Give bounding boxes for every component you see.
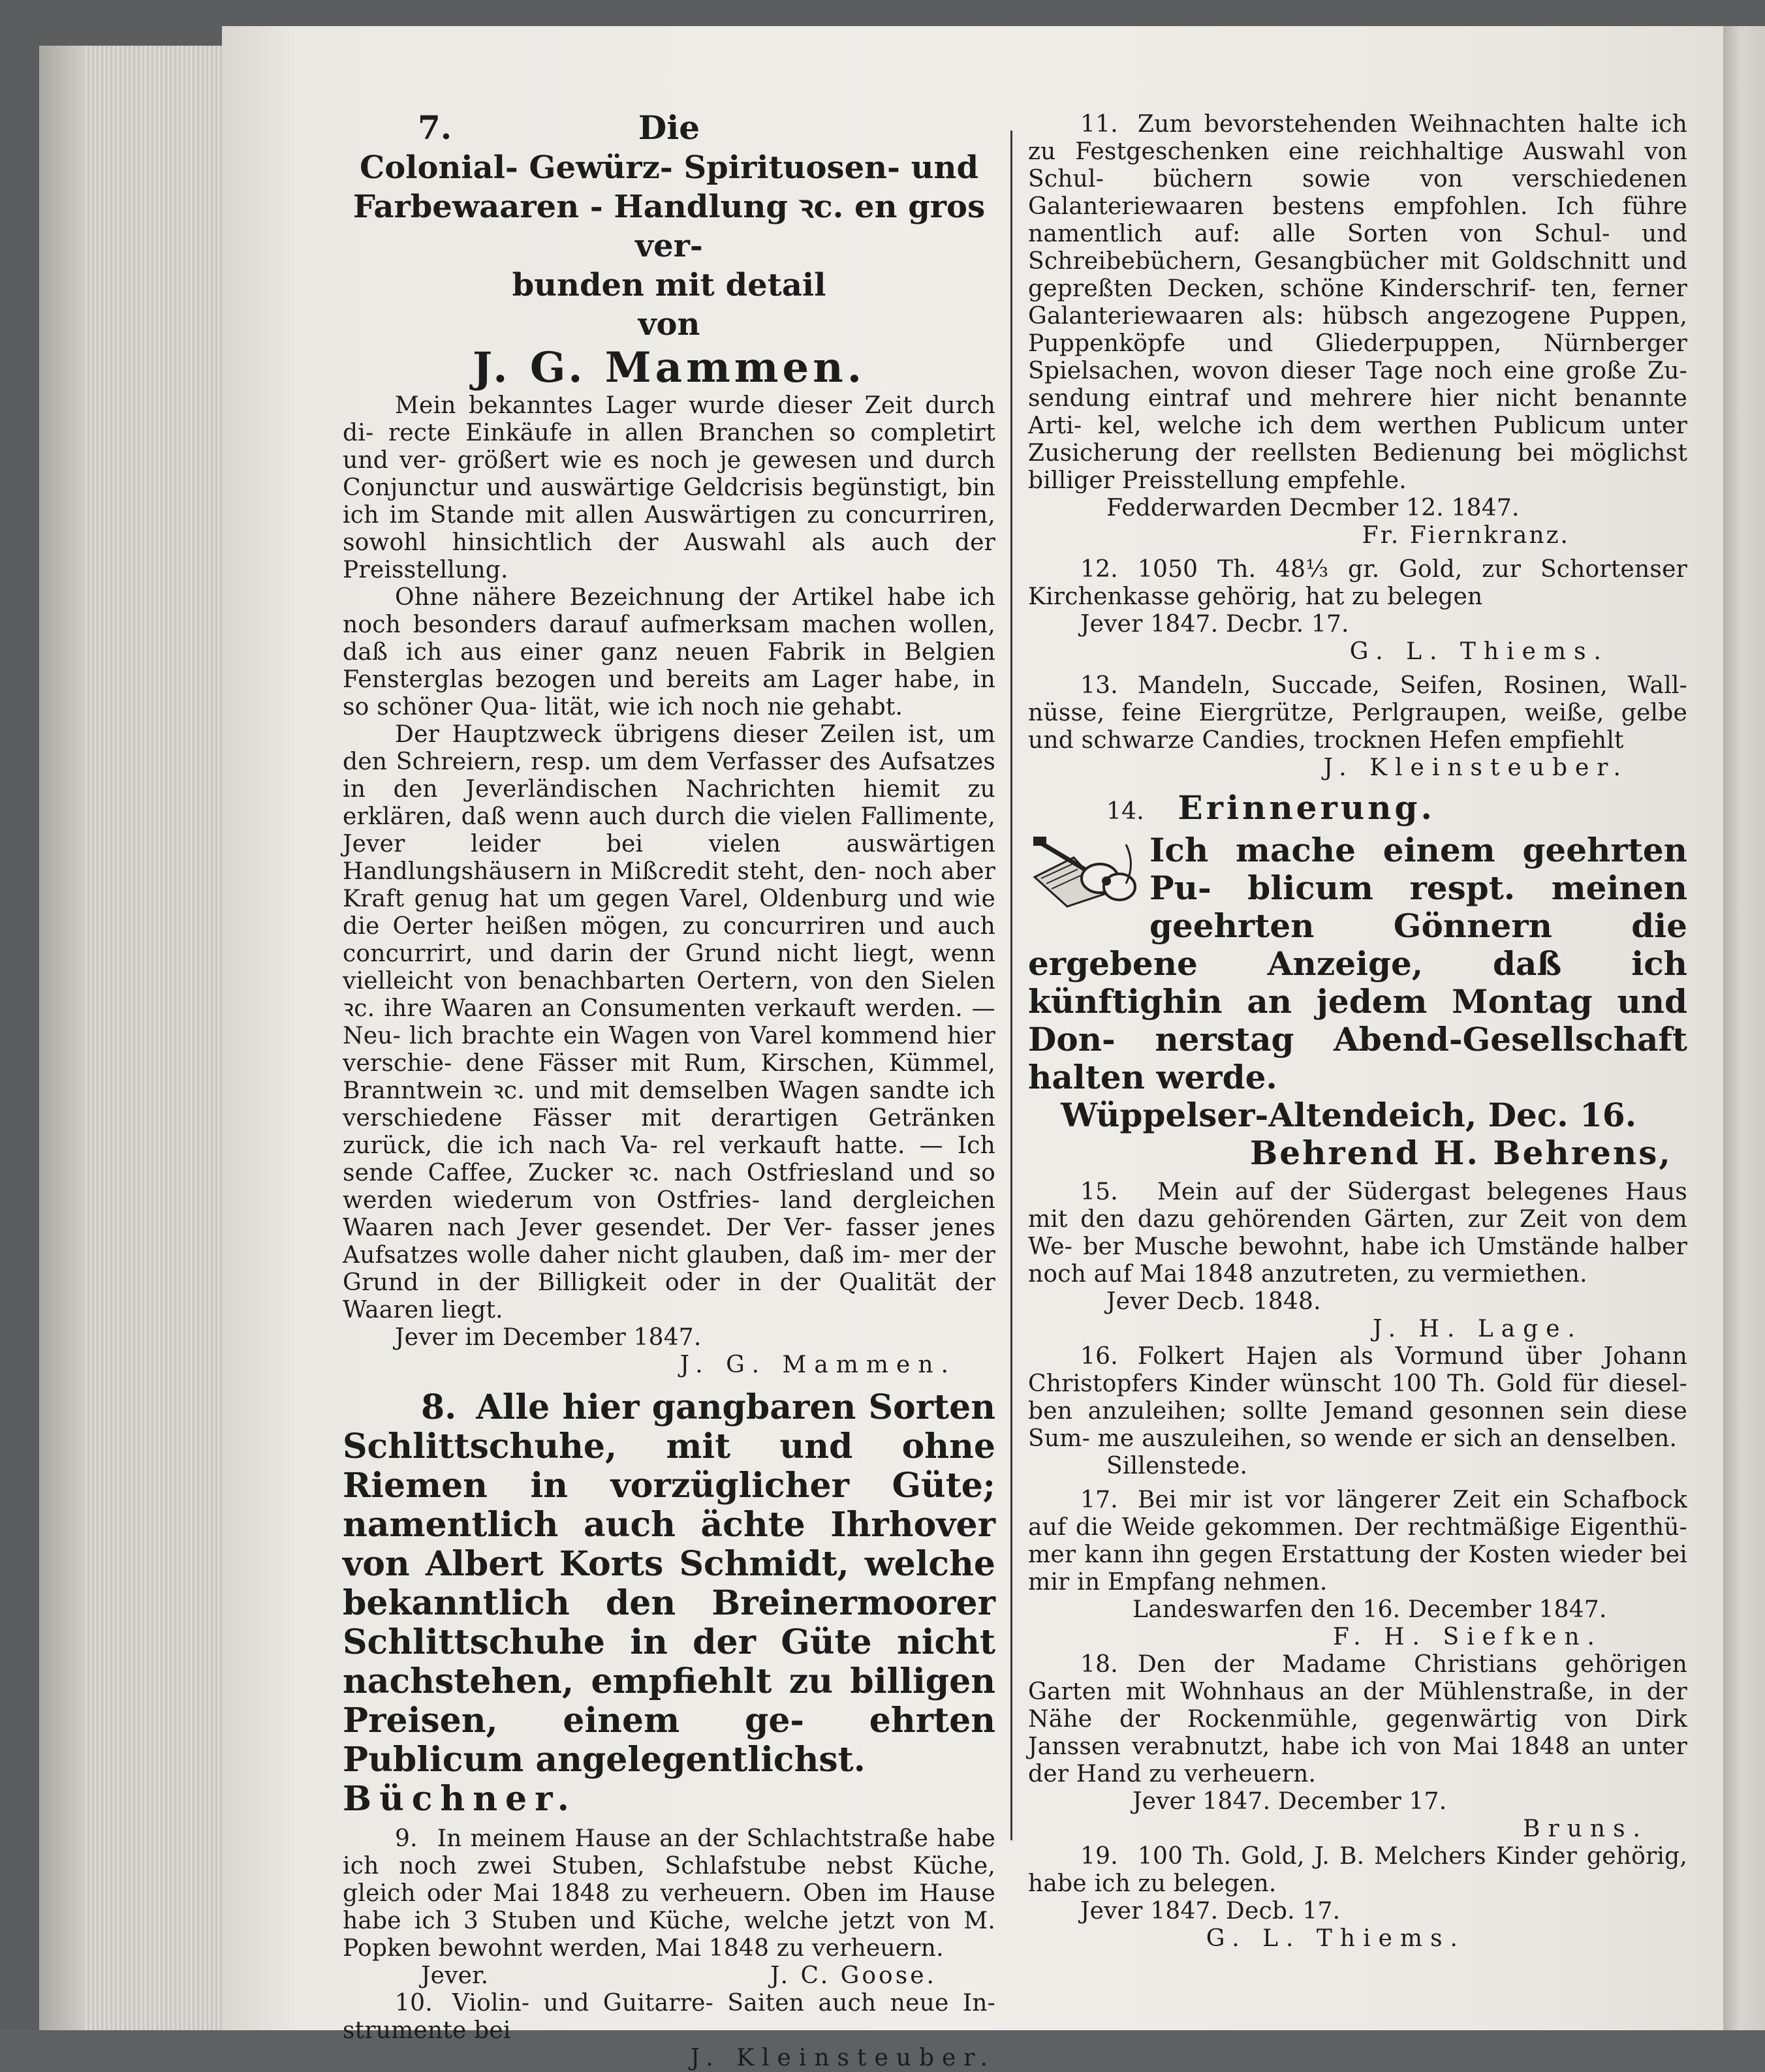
ad-text: 100 Th. Gold, J. B. Melchers Kinder gehörig, habe ich zu belegen. — [1028, 1843, 1687, 1897]
ad-17 — [1028, 1487, 1687, 1651]
book-edge-shadow — [39, 46, 85, 2030]
right-column — [1028, 111, 1687, 1953]
ad-16 — [1028, 1343, 1687, 1480]
ad-text: Bei mir ist vor längerer Zeit ein Schafbock auf die Weide gekommen. Der rechtmäßige Eigenthü- mer kann ihn gegen Erstattung der Kosten wieder bei mir in Empfang nehmen. — [1028, 1487, 1687, 1596]
ad-11 — [1028, 111, 1687, 549]
ad-place-date: Jever im December 1847. — [395, 1324, 702, 1351]
ad-13 — [1028, 672, 1687, 782]
left-column — [343, 108, 995, 2072]
ad-place-date: Wüppelser-Altendeich, Dec. 16. — [1061, 1096, 1637, 1134]
ad-signature: G. L. Thiems. — [1206, 1925, 1465, 1952]
ad-text: Violin- und Guitarre- Saiten auch neue In- strumente bei — [343, 1990, 995, 2044]
ad-signature: J. H. Lage. — [1373, 1316, 1583, 1342]
ad-text: Zum bevorstehenden Weihnachten halte ich zu Festgeschenken eine reichhaltige Auswahl von Schul- büchern sowie von verschiedenen Galanteriewaaren bestens empfohlen. Ich führe namentlich auf: alle Sorten von Schul- und Schreibebüchern, Gesangbücher mit Goldschnitt und gepreßten Decken, schöne Kinderschrif- ten, ferner Galanteriewaaren als: hübsch angezogene Puppen, Puppenköpfe und Gliederpuppen, Nürnberger Spielsachen, wovon dieser Tage noch eine große Zu- sendung eintraf und mehrere hier nicht benannte Arti- kel, welche ich dem werthen Publicum unter Zusicherung der reellsten Bedienung bei möglichst billiger Preisstellung empfehle. — [1028, 111, 1687, 494]
ad-heading-line: Farbewaaren - Handlung ꝛc. en gros ver- — [352, 189, 986, 264]
ad-19 — [1028, 1843, 1687, 1953]
ad-title: Die — [638, 108, 700, 147]
ad-signature: Fr. Fiernkranz. — [1362, 522, 1570, 549]
ad-owner: J. G. Mammen. — [472, 343, 866, 392]
guitar-and-music-icon — [1028, 831, 1139, 910]
ad-place-date: Fedderwarden Decmber 12. 1847. — [1106, 495, 1520, 521]
ad-text: Mandeln, Succade, Seifen, Rosinen, Wall- nüsse, feine Eiergrütze, Perlgraupen, weiße, gelbe und schwarze Candies, trocknen Hefen empfiehlt — [1028, 672, 1687, 754]
ad-place-date: Jever Decb. 1848. — [1106, 1288, 1321, 1315]
ad-number: 9. — [395, 1825, 418, 1852]
ad-text: In meinem Hause an der Schlachtstraße habe ich noch zwei Stuben, Schlafstube nebst Küche, gleich oder Mai 1848 zu verheuern. Oben im Hause habe ich 3 Stuben und Küche, welche jetzt von M. Popken bewohnt werden, Mai 1848 zu verheuern. — [343, 1825, 995, 1962]
ad-number: 10. — [395, 1990, 433, 2017]
ad-9 — [343, 1825, 995, 1990]
ad-heading-line: Colonial- Gewürz- Spirituosen- und — [359, 149, 979, 186]
ad-title: Erinnerung. — [1178, 788, 1435, 827]
ad-signature: Behrend H. Behrens, — [1250, 1134, 1672, 1172]
ad-15 — [1028, 1179, 1687, 1343]
ad-number: 12. — [1080, 556, 1118, 583]
ad-place: Sillenstede. — [1106, 1453, 1248, 1479]
ad-heading-line: von — [638, 306, 700, 343]
ad-text: Alle hier gangbaren Sorten Schlittschuhe, mit und ohne Riemen in vorzüglicher Güte; namentlich auch ächte Ihrhover von Albert Korts Schmidt, welche bekanntlich den Breinermoorer Schlittschuhe in der Güte nicht nachstehen, empfiehlt zu billigen Preisen, einem ge- ehrten Publicum angelegentlichst. — [343, 1387, 995, 1780]
ad-text: Folkert Hajen als Vormund über Johann Christopfers Kinder wünscht 100 Th. Gold für diesel- ben anzuleihen; sollte Jemand gesonnen sein diese Sum- me auszuleihen, so wende er sich an denselben. — [1028, 1343, 1687, 1452]
ad-number: 8. — [421, 1387, 457, 1427]
ad-place-date: Landeswarfen den 16. December 1847. — [1132, 1596, 1607, 1623]
ad-signature: J. Kleinsteuber. — [690, 2045, 995, 2071]
ad-number: 19. — [1080, 1843, 1118, 1870]
ad-10 — [343, 1990, 995, 2072]
ad-paragraph: Mein bekanntes Lager wurde dieser Zeit durch di- recte Einkäufe in allen Branchen so completirt und ver- größert wie es noch je gewesen und durch Conjunctur und auswärtige Geldcrisis begünstigt, bin ich im Stande mit allen Auswärtigen zu concurriren, sowohl hinsichtlich der Auswahl als auch der Preisstellung. — [343, 392, 995, 583]
page-gutter — [1723, 26, 1765, 2030]
ad-signature: J. Kleinsteuber. — [1323, 754, 1629, 781]
ad-number: 16. — [1080, 1343, 1118, 1370]
ad-heading-line: bunden mit detail — [512, 267, 826, 303]
ad-number: 14. — [1106, 798, 1144, 825]
ad-number: 18. — [1080, 1651, 1118, 1678]
ad-signature: F. H. Siefken. — [1332, 1624, 1602, 1650]
ad-signature: Büchner. — [343, 1779, 577, 1819]
ad-8 — [343, 1388, 995, 1819]
ad-number: 11. — [1080, 111, 1118, 138]
ad-paragraph: Der Hauptzweck übrigens dieser Zeilen ist, um den Schreiern, resp. um dem Verfasser des Aufsatzes in den Jeverländischen Nachrichten hiemit zu erklären, daß wenn auch durch die vielen Fallimente, Jever leider bei vielen auswärtigen Handlungshäusern in Mißcredit steht, den- noch aber Kraft genug hat um gegen Varel, Oldenburg und wie die Oerter heißen mögen, zu concurriren und auch concurrirt, und darin der Grund nicht liegt, wenn vielleicht von benachbarten Oertern, von den Sielen ꝛc. ihre Waaren an Consumenten verkauft werden. — Neu- lich brachte ein Wagen von Varel kommend hier verschie- dene Fässer mit Rum, Kirschen, Kümmel, Branntwein ꝛc. und mit demselben Wagen sandte ich verschiedene Fässer mit derartigen Getränken zurück, die ich nach Va- rel verkauft hatte. — Ich sende Caffee, Zucker ꝛc. nach Ostfriesland und so werden wiederum von Ostfries- land dergleichen Waaren nach Jever gesendet. Der Ver- fasser jenes Aufsatzes wolle daher nicht glauben, daß im- mer der Grund in der Billigkeit oder in der Qualität der Waaren liegt. — [343, 721, 995, 1323]
ad-signature: Bruns. — [1523, 1816, 1648, 1842]
column-divider — [1010, 131, 1012, 1840]
ad-14 — [1028, 788, 1687, 1172]
ad-7 — [343, 108, 995, 1379]
ad-paragraph: Ohne nähere Bezeichnung der Artikel habe ich noch besonders darauf aufmerksam machen wollen, daß ich aus einer ganz neuen Fabrik in Belgien Fensterglas bezogen und bereits am Lager habe, in so schöner Qua- lität, wie ich noch nie gehabt. — [343, 584, 995, 720]
ad-place-date: Jever 1847. December 17. — [1132, 1788, 1447, 1815]
ad-text: 1050 Th. 48⅓ gr. Gold, zur Schortenser Kirchenkasse gehörig, hat zu belegen — [1028, 556, 1687, 610]
ad-place-date: Jever 1847. Decb. 17. — [1080, 1898, 1341, 1925]
ad-18 — [1028, 1651, 1687, 1843]
ad-text: Mein auf der Südergast belegenes Haus mit den dazu gehörenden Gärten, zur Zeit von dem We- ber Musche bewohnt, habe ich Umstände halber noch auf Mai 1848 anzutreten, zu vermiethen. — [1028, 1179, 1687, 1288]
ad-text: Ich mache einem geehrten Pu- blicum respt. meinen geehrten Gönnern die ergebene Anzeige, daß ich künftighin an jedem Montag und Don- nerstag Abend-Gesellschaft halten werde. — [1028, 831, 1687, 1096]
ad-number: 15. — [1080, 1179, 1118, 1205]
ad-12 — [1028, 556, 1687, 666]
ad-number: 7. — [418, 108, 452, 147]
ad-text: Den der Madame Christians gehörigen Garten mit Wohnhaus an der Mühlenstraße, in der Nähe der Rockenmühle, gegenwärtig von Dirk Janssen verabnutzt, habe ich von Mai 1848 an unter der Hand zu verheuern. — [1028, 1651, 1687, 1787]
ad-signature: G. L. Thiems. — [1349, 638, 1609, 665]
ad-place: Jever. — [421, 1962, 489, 1989]
ad-signature: J. C. Goose. — [770, 1962, 937, 1989]
ad-number: 13. — [1080, 672, 1118, 699]
ad-signature: J. G. Mammen. — [679, 1352, 956, 1378]
ad-number: 17. — [1080, 1487, 1118, 1513]
ad-place-date: Jever 1847. Decbr. 17. — [1080, 611, 1349, 638]
